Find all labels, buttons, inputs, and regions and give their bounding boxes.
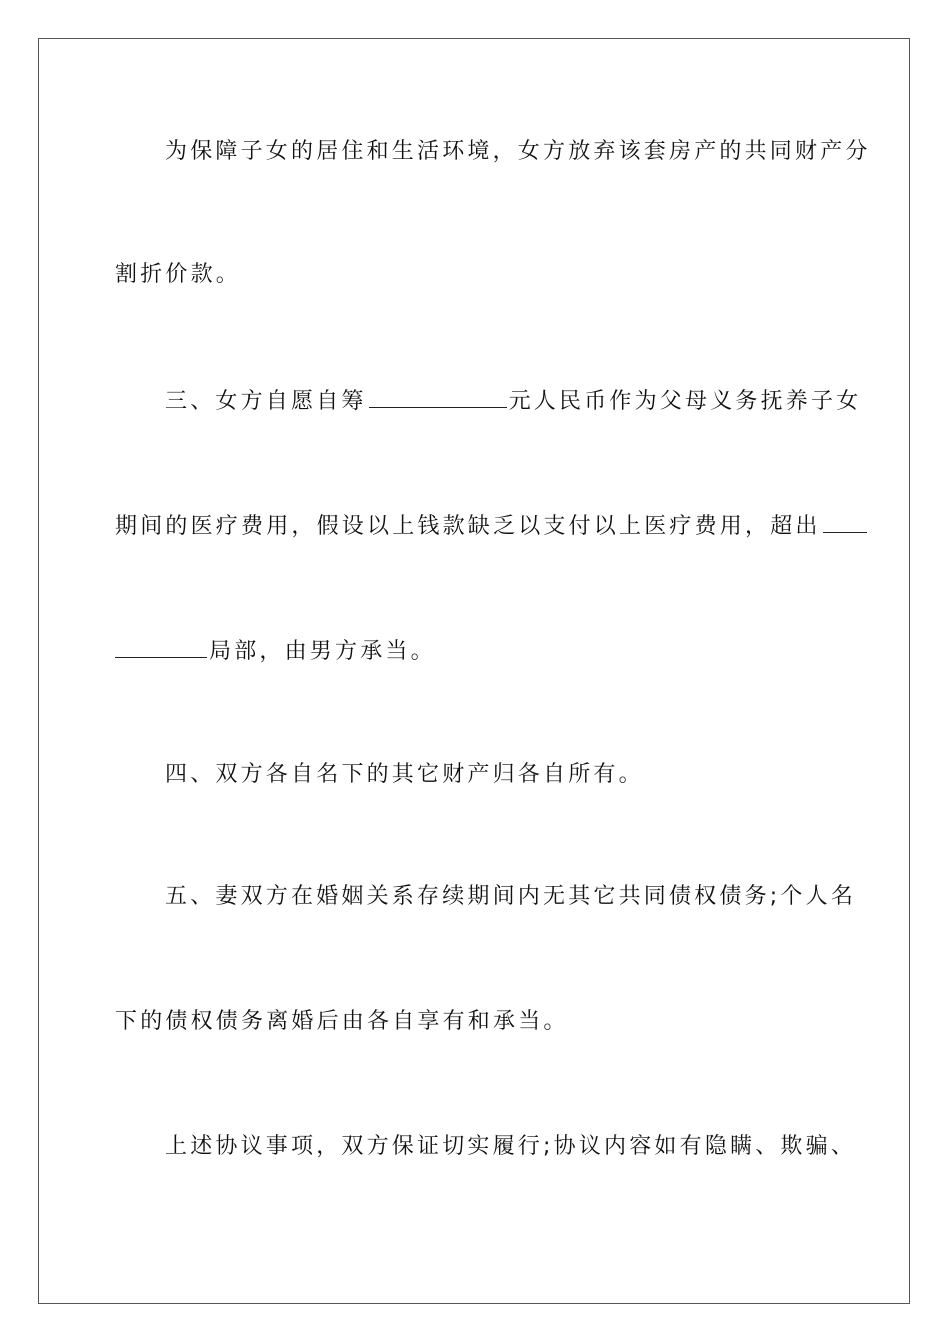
clause-three-prefix: 三、女方自愿自筹: [165, 389, 367, 414]
page-border: [38, 38, 910, 1304]
paragraph-line: 下的债权债务离婚后由各自享有和承当。: [115, 1009, 569, 1034]
clause-three-end: 局部，由男方承当。: [209, 639, 436, 664]
excess-blank-part1[interactable]: [823, 510, 867, 533]
clause-three-suffix: 元人民币作为父母义务抚养子女: [508, 389, 862, 414]
paragraph-line: 四、双方各自名下的其它财产归各自所有。: [165, 762, 644, 787]
paragraph-line: [115, 635, 950, 667]
paragraph-line: 为保障子女的居住和生活环境，女方放弃该套房产的共同财产分: [165, 139, 871, 164]
excess-blank-part2[interactable]: [115, 635, 207, 658]
paragraph-line: 上述协议事项，双方保证切实履行;协议内容如有隐瞒、欺骗、: [165, 1134, 857, 1159]
paragraph-line: [165, 385, 950, 417]
paragraph-line: [115, 510, 950, 542]
clause-three-continued: 期间的医疗费用，假设以上钱款缺乏以支付以上医疗费用，超出: [115, 514, 821, 539]
amount-blank[interactable]: [369, 385, 507, 408]
paragraph-line: 五、妻双方在婚姻关系存续期间内无其它共同债权债务;个人名: [165, 884, 857, 909]
paragraph-line: 割折价款。: [115, 262, 242, 287]
